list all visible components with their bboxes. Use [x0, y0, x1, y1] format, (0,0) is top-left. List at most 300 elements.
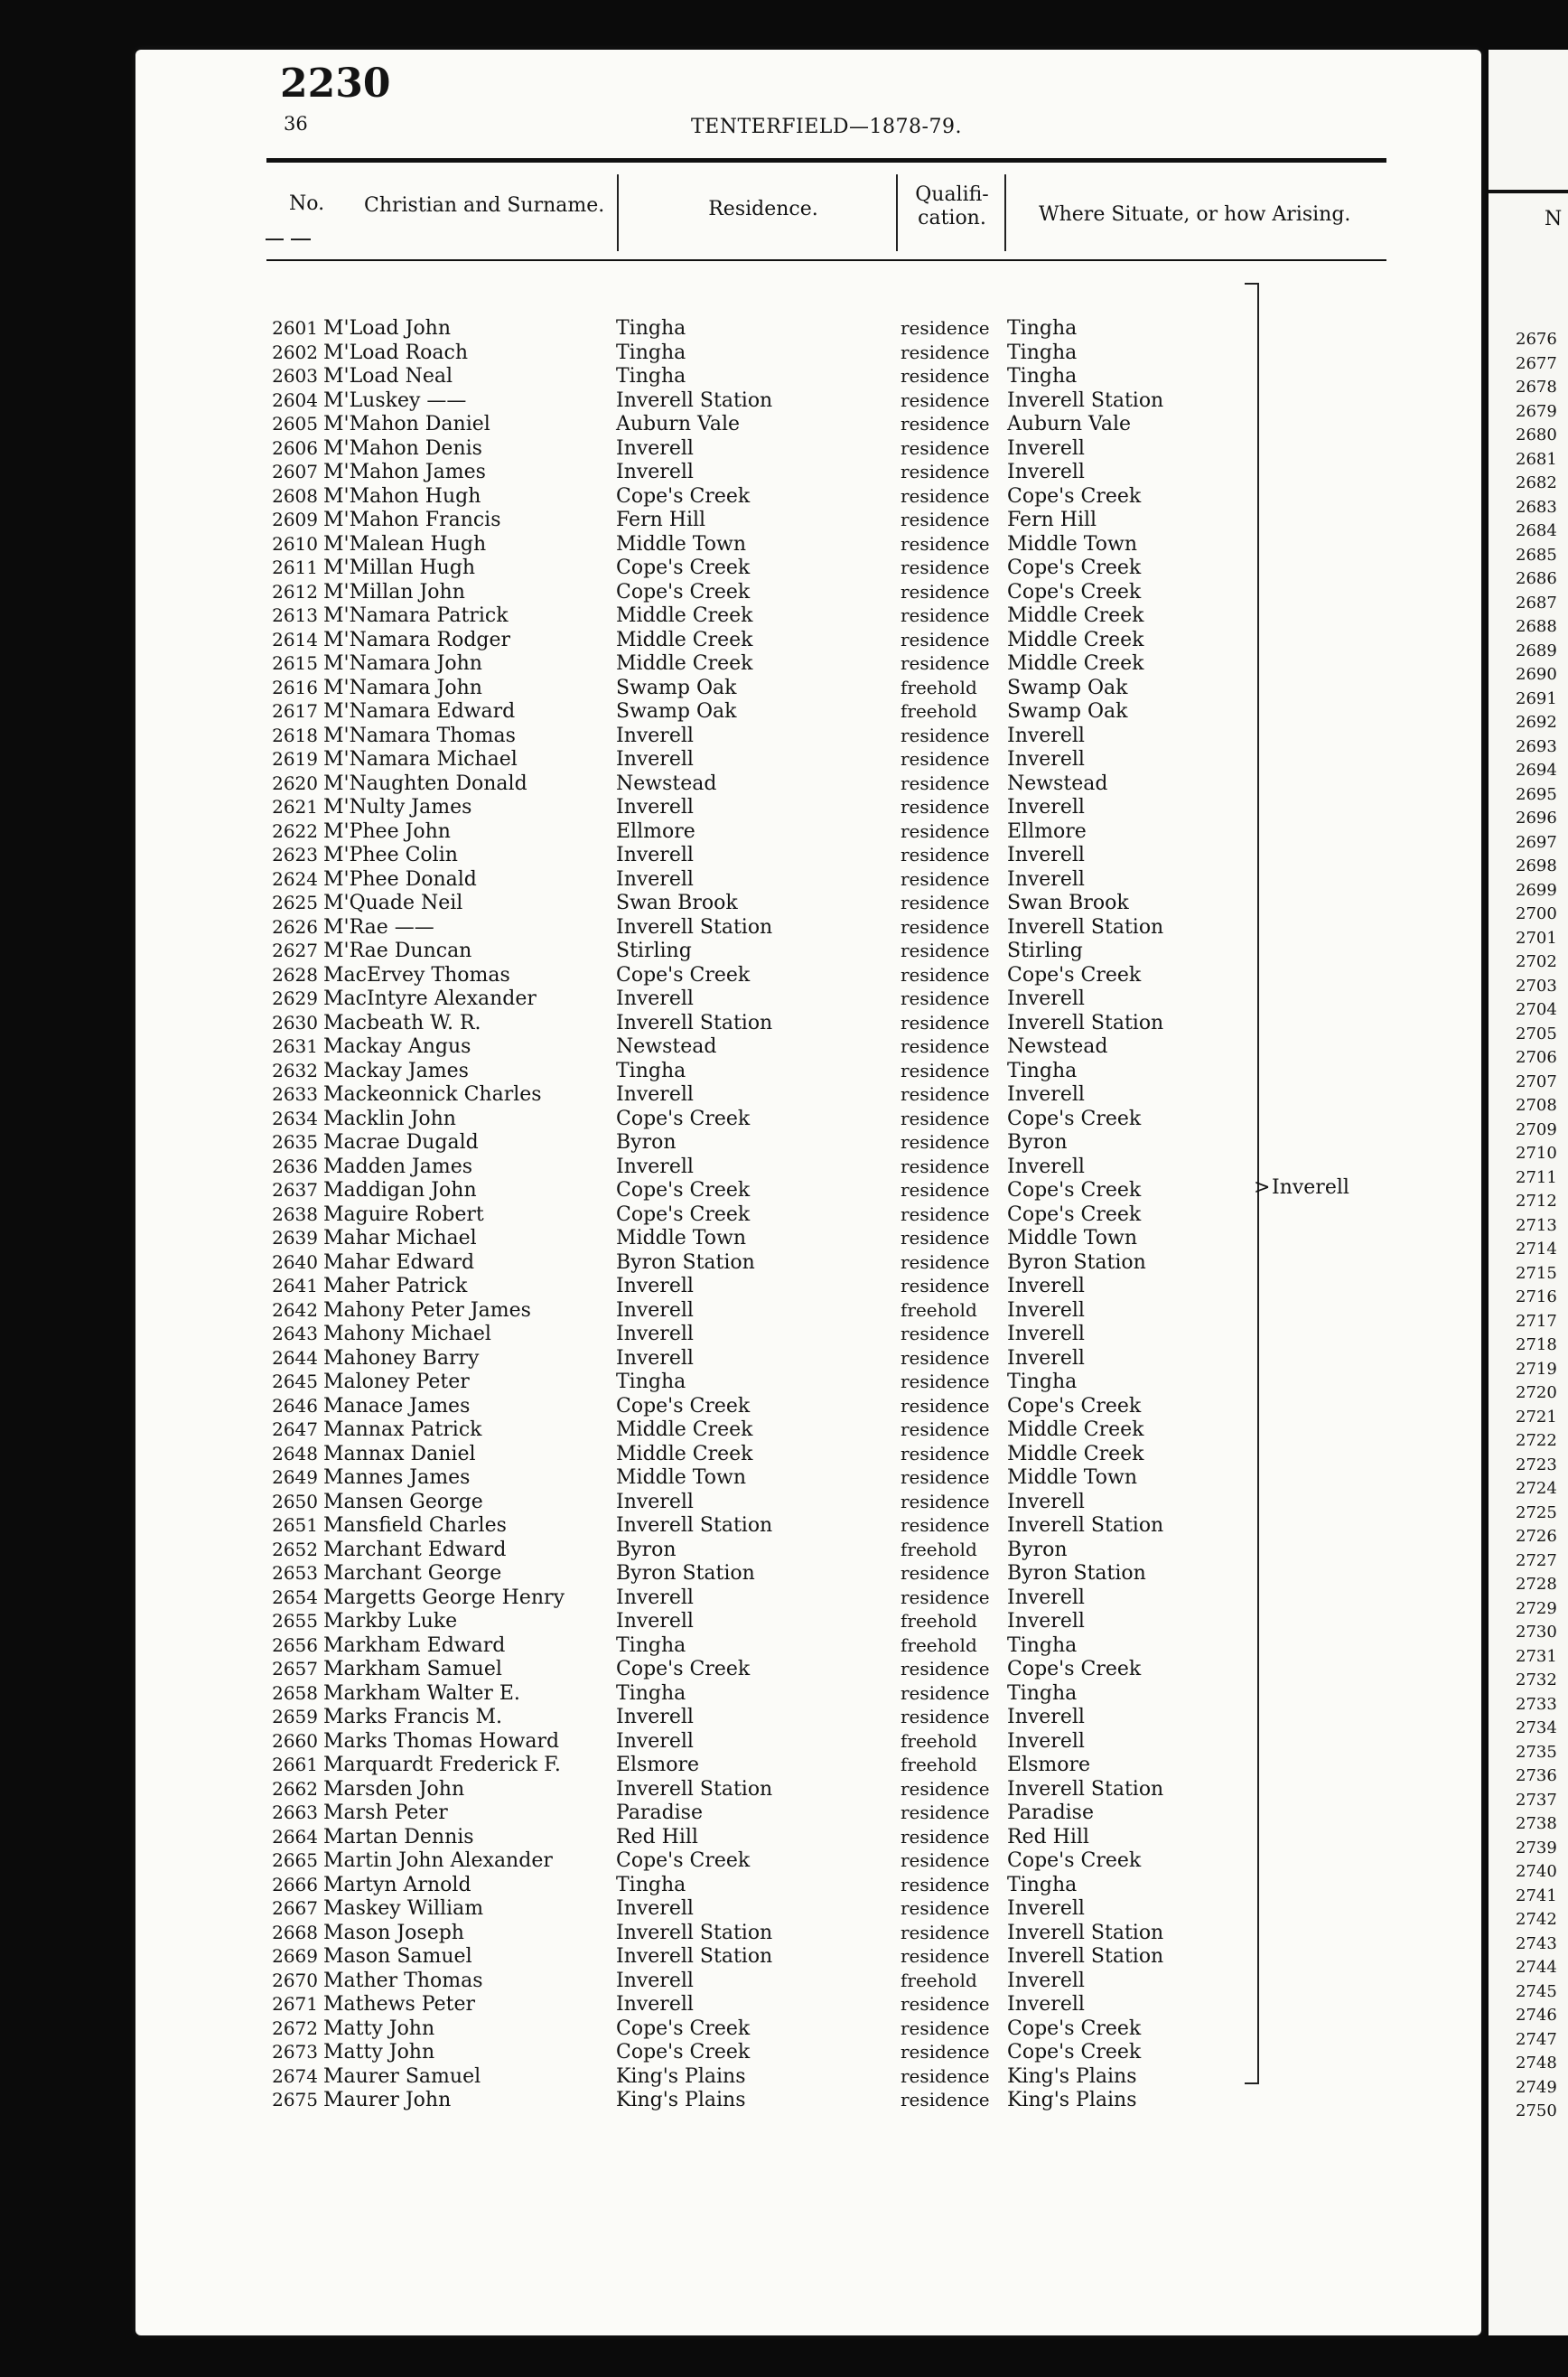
entry-where: Inverell — [1007, 1083, 1085, 1106]
entry-qualification: residence — [901, 1275, 990, 1296]
entry-qualification: residence — [901, 1490, 990, 1512]
entry-number: 2643 — [272, 1323, 318, 1344]
entry-residence: Middle Town — [616, 532, 746, 556]
entry-name: Mansen George — [323, 1490, 483, 1513]
entry-qualification: residence — [901, 915, 990, 938]
entry-number: 2675 — [272, 2089, 318, 2110]
entry-qualification: residence — [901, 1706, 990, 1727]
entry-number: 2636 — [272, 1155, 318, 1177]
entry-number: 2661 — [272, 1754, 318, 1775]
entry-where: Inverell — [1007, 1323, 1085, 1345]
adjacent-entry-number: 2720 — [1516, 1383, 1557, 1402]
adjacent-entry-number: 2746 — [1516, 2006, 1557, 2025]
entry-number: 2620 — [272, 772, 318, 794]
entry-qualification: residence — [901, 604, 990, 626]
entry-number: 2674 — [272, 2064, 318, 2087]
entry-where: Inverell — [1007, 1155, 1085, 1178]
column-divider — [896, 174, 898, 251]
entry-qualification: residence — [901, 1131, 990, 1153]
entry-residence: Byron — [616, 1131, 677, 1154]
entry-number: 2638 — [272, 1203, 318, 1225]
adjacent-entry-number: 2731 — [1516, 1646, 1557, 1666]
entry-qualification: residence — [901, 1107, 990, 1129]
entry-qualification: residence — [901, 2064, 990, 2087]
table-row — [135, 1897, 1481, 1922]
entry-name: Mannax Patrick — [323, 1418, 482, 1441]
entry-qualification: residence — [901, 1203, 990, 1225]
adjacent-entry-number: 2718 — [1516, 1335, 1557, 1354]
entry-where: Swamp Oak — [1007, 676, 1128, 699]
entry-residence: King's Plains — [616, 2064, 746, 2088]
entry-name: Mannes James — [323, 1466, 471, 1489]
table-row — [135, 1251, 1481, 1276]
entry-name: Mackay Angus — [323, 1035, 471, 1058]
entry-qualification: residence — [901, 1849, 990, 1871]
entry-residence: Stirling — [616, 940, 692, 962]
table-row — [135, 1826, 1481, 1850]
entry-qualification: residence — [901, 1586, 990, 1608]
entry-name: Marks Francis M. — [323, 1706, 502, 1728]
adjacent-entry-number: 2737 — [1516, 1790, 1557, 1810]
adjacent-entry-number: 2723 — [1516, 1455, 1557, 1474]
table-row — [135, 1993, 1481, 2017]
adjacent-entry-number: 2700 — [1516, 904, 1557, 923]
entry-name: Marsh Peter — [323, 1801, 448, 1824]
entry-residence: Swan Brook — [616, 892, 738, 914]
entry-residence: Inverell — [616, 1323, 694, 1345]
entry-name: M'Namara Thomas — [323, 724, 516, 747]
entry-name: Madden James — [323, 1155, 473, 1178]
entry-qualification: freehold — [901, 1633, 977, 1656]
entry-number: 2634 — [272, 1107, 318, 1129]
entry-qualification: residence — [901, 2017, 990, 2039]
entry-name: M'Malean Hugh — [323, 532, 487, 556]
table-row — [135, 868, 1481, 893]
entry-name: M'Namara Rodger — [323, 628, 511, 651]
entry-residence: Inverell — [616, 796, 694, 819]
adjacent-entry-number: 2682 — [1516, 473, 1557, 492]
table-row — [135, 1945, 1481, 1970]
table-row — [135, 1203, 1481, 1228]
adjacent-entry-number: 2721 — [1516, 1407, 1557, 1427]
entry-name: Maguire Robert — [323, 1203, 484, 1226]
entry-qualification: residence — [901, 461, 990, 482]
entry-number: 2659 — [272, 1706, 318, 1727]
entry-residence: Middle Creek — [616, 604, 753, 627]
entry-qualification: residence — [901, 628, 990, 650]
adjacent-entry-number: 2743 — [1516, 1933, 1557, 1953]
adjacent-entry-number: 2742 — [1516, 1910, 1557, 1929]
adjacent-entry-number: 2693 — [1516, 736, 1557, 756]
entry-number: 2629 — [272, 987, 318, 1009]
entry-number: 2614 — [272, 628, 318, 650]
adjacent-entry-number: 2699 — [1516, 880, 1557, 900]
table-row — [135, 2041, 1481, 2065]
entry-qualification: residence — [901, 940, 990, 961]
entry-where: Tingha — [1007, 1633, 1078, 1657]
entry-name: Macrae Dugald — [323, 1131, 479, 1154]
entry-where: Newstead — [1007, 772, 1108, 795]
table-row — [135, 677, 1481, 701]
table-row — [135, 509, 1481, 533]
table-row — [135, 1083, 1481, 1108]
entry-where: Red Hill — [1007, 1825, 1089, 1848]
entry-qualification: residence — [901, 1681, 990, 1704]
adjacent-entry-number: 2740 — [1516, 1862, 1557, 1881]
table-row — [135, 1323, 1481, 1347]
entry-qualification: residence — [901, 1083, 990, 1105]
table-row — [135, 533, 1481, 557]
entry-qualification: residence — [901, 388, 990, 411]
adjacent-entry-number: 2714 — [1516, 1240, 1557, 1259]
adjacent-page-rule — [1489, 190, 1568, 193]
entry-qualification: residence — [901, 1227, 990, 1249]
entry-qualification: residence — [901, 1514, 990, 1536]
table-row — [135, 1801, 1481, 1826]
entry-where: Byron Station — [1007, 1562, 1146, 1585]
table-row — [135, 1874, 1481, 1898]
entry-residence: Cope's Creek — [616, 2041, 751, 2063]
entry-residence: Inverell — [616, 1729, 694, 1753]
entry-qualification: residence — [901, 1011, 990, 1034]
entry-name: Markby Luke — [323, 1610, 458, 1633]
adjacent-entry-number: 2738 — [1516, 1814, 1557, 1833]
entry-qualification: residence — [901, 1921, 990, 1943]
entry-where: Cope's Creek — [1007, 1849, 1142, 1872]
adjacent-entry-number: 2728 — [1516, 1575, 1557, 1594]
entry-residence: Cope's Creek — [616, 2017, 751, 2040]
entry-where: Tingha — [1007, 341, 1078, 364]
adjacent-entry-number: 2706 — [1516, 1048, 1557, 1067]
entry-name: M'Phee John — [323, 819, 451, 843]
entry-name: Mahar Edward — [323, 1250, 475, 1274]
entry-residence: Paradise — [616, 1801, 703, 1824]
table-row — [135, 1634, 1481, 1659]
entry-where: Inverell Station — [1007, 1011, 1164, 1034]
entry-qualification: residence — [901, 748, 990, 770]
column-divider — [617, 174, 619, 251]
entry-qualification: residence — [901, 532, 990, 555]
table-row — [135, 1682, 1481, 1707]
entry-qualification: freehold — [901, 1298, 977, 1321]
entry-name: M'Nulty James — [323, 796, 472, 819]
entry-where: Tingha — [1007, 1371, 1078, 1393]
entry-where: Inverell — [1007, 1969, 1085, 1992]
entry-where: Cope's Creek — [1007, 580, 1142, 604]
adjacent-entry-number: 2707 — [1516, 1072, 1557, 1091]
entry-qualification: residence — [901, 844, 990, 866]
entry-number: 2650 — [272, 1490, 318, 1512]
entry-where: Middle Creek — [1007, 1442, 1144, 1465]
entry-where: Cope's Creek — [1007, 557, 1142, 579]
entry-name: MacErvey Thomas — [323, 963, 510, 987]
entry-number: 2665 — [272, 1849, 318, 1871]
entry-number: 2667 — [272, 1897, 318, 1919]
entry-number: 2628 — [272, 963, 318, 986]
entry-where: Tingha — [1007, 365, 1078, 388]
entry-residence: Byron Station — [616, 1250, 755, 1274]
entry-name: Marquardt Frederick F. — [323, 1754, 561, 1776]
adjacent-entry-number: 2695 — [1516, 784, 1557, 804]
table-row — [135, 1299, 1481, 1324]
entry-qualification: residence — [901, 1562, 990, 1584]
entry-number: 2608 — [272, 484, 318, 507]
entry-name: Macbeath W. R. — [323, 1011, 481, 1034]
adjacent-entry-number: 2681 — [1516, 449, 1557, 469]
entry-number: 2663 — [272, 1801, 318, 1823]
adjacent-entry-number: 2715 — [1516, 1263, 1557, 1283]
adjacent-entry-number: 2692 — [1516, 713, 1557, 732]
entry-residence: Inverell — [616, 867, 694, 891]
table-row — [135, 2089, 1481, 2113]
adjacent-entry-number: 2678 — [1516, 378, 1557, 397]
entry-residence: King's Plains — [616, 2089, 746, 2111]
header-qualification-line2: cation. — [918, 207, 986, 229]
entry-residence: Elsmore — [616, 1754, 700, 1776]
entry-number: 2666 — [272, 1873, 318, 1895]
adjacent-entry-number: 2735 — [1516, 1742, 1557, 1762]
entry-where: Inverell — [1007, 748, 1085, 771]
entry-where: Inverell — [1007, 796, 1085, 819]
adjacent-entry-number: 2741 — [1516, 1886, 1557, 1905]
entry-qualification: residence — [901, 1993, 990, 2015]
entry-name: M'Load Roach — [323, 341, 469, 364]
entry-where: Inverell — [1007, 1275, 1085, 1297]
entry-where: Inverell — [1007, 987, 1085, 1010]
entry-number: 2637 — [272, 1179, 318, 1201]
entry-residence: Middle Town — [616, 1466, 746, 1489]
adjacent-entry-number: 2688 — [1516, 617, 1557, 636]
adjacent-entry-number: 2725 — [1516, 1502, 1557, 1522]
entry-number: 2601 — [272, 317, 318, 339]
entry-residence: Inverell — [616, 724, 694, 747]
table-row — [135, 748, 1481, 772]
header-dash — [291, 239, 311, 240]
entry-residence: Ellmore — [616, 819, 695, 843]
adjacent-entry-number: 2711 — [1516, 1167, 1557, 1187]
entry-residence: Inverell — [616, 1993, 694, 2016]
table-row — [135, 820, 1481, 845]
adjacent-entry-number: 2685 — [1516, 545, 1557, 565]
entry-number: 2603 — [272, 365, 318, 387]
entry-name: Marks Thomas Howard — [323, 1729, 560, 1753]
adjacent-entry-number: 2744 — [1516, 1958, 1557, 1977]
entry-number: 2617 — [272, 700, 318, 722]
adjacent-entry-number: 2712 — [1516, 1192, 1557, 1211]
entry-where: King's Plains — [1007, 2089, 1137, 2111]
entry-qualification: residence — [901, 772, 990, 794]
entry-where: Tingha — [1007, 1873, 1078, 1896]
entry-number: 2632 — [272, 1059, 318, 1081]
entry-qualification: freehold — [901, 1969, 977, 1991]
entry-number: 2646 — [272, 1394, 318, 1417]
entry-number: 2672 — [272, 2017, 318, 2039]
entry-qualification: freehold — [901, 1610, 977, 1632]
entry-number: 2609 — [272, 509, 318, 530]
entry-number: 2615 — [272, 652, 318, 674]
table-row — [135, 1491, 1481, 1515]
entry-qualification: freehold — [901, 700, 977, 722]
entry-where: Tingha — [1007, 1681, 1078, 1705]
column-divider — [1004, 174, 1006, 251]
table-row — [135, 1371, 1481, 1395]
entry-residence: Byron — [616, 1538, 677, 1561]
entry-qualification: residence — [901, 484, 990, 507]
adjacent-entry-number: 2694 — [1516, 761, 1557, 780]
entry-where: Inverell — [1007, 1586, 1085, 1609]
entry-name: Markham Samuel — [323, 1658, 502, 1680]
header-dash — [266, 239, 284, 240]
entry-number: 2664 — [272, 1825, 318, 1848]
table-row — [135, 629, 1481, 653]
entry-number: 2624 — [272, 867, 318, 890]
entry-number: 2653 — [272, 1562, 318, 1584]
entry-where: Inverell — [1007, 1490, 1085, 1513]
entry-where: Middle Town — [1007, 1466, 1137, 1489]
entry-number: 2642 — [272, 1298, 318, 1321]
entry-qualification: residence — [901, 2089, 990, 2110]
entry-name: Matty John — [323, 2041, 435, 2063]
adjacent-entry-number: 2736 — [1516, 1766, 1557, 1785]
entry-name: Mahoney Barry — [323, 1346, 480, 1370]
entry-name: Marchant Edward — [323, 1538, 507, 1561]
entry-number: 2662 — [272, 1777, 318, 1800]
entry-number: 2616 — [272, 676, 318, 698]
entry-where: Cope's Creek — [1007, 1394, 1142, 1418]
table-row — [135, 1131, 1481, 1156]
entry-where: Inverell Station — [1007, 1514, 1164, 1537]
table-row — [135, 1466, 1481, 1491]
entry-name: M'Millan Hugh — [323, 557, 476, 579]
entry-name: M'Namara Michael — [323, 748, 518, 771]
table-row — [135, 604, 1481, 629]
entry-name: Marsden John — [323, 1777, 465, 1801]
adjacent-entry-number: 2747 — [1516, 2029, 1557, 2049]
adjacent-entry-number: 2683 — [1516, 497, 1557, 517]
table-row — [135, 1610, 1481, 1634]
adjacent-entry-number: 2748 — [1516, 2054, 1557, 2073]
entry-name: M'Mahon Daniel — [323, 413, 490, 435]
entry-number: 2606 — [272, 436, 318, 459]
entry-where: Tingha — [1007, 317, 1078, 340]
entry-residence: Cope's Creek — [616, 1849, 751, 1872]
entry-number: 2610 — [272, 532, 318, 555]
entry-number: 2627 — [272, 940, 318, 961]
entry-qualification: residence — [901, 413, 990, 435]
entry-number: 2644 — [272, 1346, 318, 1369]
entry-name: M'Phee Colin — [323, 844, 458, 866]
header-where: Where Situate, or how Arising. — [1039, 203, 1351, 226]
entry-qualification: residence — [901, 1873, 990, 1895]
entry-residence: Inverell — [616, 1083, 694, 1106]
running-title: TENTERFIELD—1878-79. — [691, 116, 962, 138]
adjacent-entry-number: 2729 — [1516, 1598, 1557, 1618]
entry-qualification: residence — [901, 724, 990, 746]
table-row — [135, 1849, 1481, 1874]
entry-number: 2631 — [272, 1035, 318, 1057]
entry-residence: Cope's Creek — [616, 484, 751, 508]
table-row — [135, 844, 1481, 868]
entry-residence: Middle Creek — [616, 628, 753, 651]
adjacent-entry-number: 2701 — [1516, 928, 1557, 948]
entry-residence: Inverell — [616, 987, 694, 1010]
adjacent-entry-number: 2698 — [1516, 856, 1557, 875]
entry-name: M'Rae Duncan — [323, 940, 472, 962]
entry-number: 2635 — [272, 1131, 318, 1153]
entry-number: 2669 — [272, 1945, 318, 1967]
adjacent-entry-number: 2705 — [1516, 1024, 1557, 1043]
entry-where: Byron — [1007, 1538, 1068, 1561]
entry-where: Swamp Oak — [1007, 700, 1128, 723]
entry-number: 2611 — [272, 557, 318, 578]
entry-residence: Tingha — [616, 1633, 686, 1657]
entry-qualification: residence — [901, 1250, 990, 1273]
entry-where: Cope's Creek — [1007, 1179, 1142, 1202]
entry-where: Inverell — [1007, 436, 1085, 460]
table-row — [135, 940, 1481, 964]
table-row — [135, 1754, 1481, 1778]
entry-name: Maurer Samuel — [323, 2064, 481, 2088]
table-row — [135, 1658, 1481, 1682]
entry-where: Cope's Creek — [1007, 2041, 1142, 2063]
adjacent-entry-number: 2691 — [1516, 688, 1557, 708]
adjacent-entry-number: 2708 — [1516, 1096, 1557, 1115]
header-name: Christian and Surname. — [364, 194, 605, 217]
entry-name: M'Mahon Denis — [323, 436, 482, 460]
entry-number: 2668 — [272, 1921, 318, 1943]
entry-residence: Inverell — [616, 436, 694, 460]
entry-residence: Inverell — [616, 1298, 694, 1322]
table-row — [135, 796, 1481, 820]
entry-number: 2658 — [272, 1681, 318, 1704]
adjacent-entry-number: 2739 — [1516, 1838, 1557, 1858]
entry-qualification: residence — [901, 963, 990, 986]
entry-qualification: residence — [901, 1155, 990, 1177]
table-row — [135, 916, 1481, 941]
entry-where: Inverell — [1007, 844, 1085, 866]
entry-residence: Inverell — [616, 1346, 694, 1370]
entry-residence: Inverell — [616, 1610, 694, 1633]
entry-where: Inverell — [1007, 1610, 1085, 1633]
table-row — [135, 485, 1481, 510]
adjacent-entry-number: 2697 — [1516, 832, 1557, 852]
entry-number: 2633 — [272, 1083, 318, 1105]
entry-residence: Inverell — [616, 461, 694, 483]
entry-residence: Cope's Creek — [616, 963, 751, 987]
entry-name: Martan Dennis — [323, 1825, 474, 1848]
entry-name: M'Phee Donald — [323, 867, 477, 891]
entry-residence: Tingha — [616, 1371, 686, 1393]
table-row — [135, 1443, 1481, 1467]
entry-name: Mansfield Charles — [323, 1514, 507, 1537]
table-row — [135, 1514, 1481, 1539]
entry-number: 2645 — [272, 1371, 318, 1392]
table-row — [135, 1562, 1481, 1586]
entry-where: Inverell Station — [1007, 1921, 1164, 1944]
adjacent-entry-number: 2724 — [1516, 1479, 1557, 1498]
entry-where: Middle Town — [1007, 532, 1137, 556]
entry-number: 2673 — [272, 2041, 318, 2063]
entry-where: Inverell — [1007, 461, 1085, 483]
entry-residence: Tingha — [616, 1873, 686, 1896]
entry-where: Inverell Station — [1007, 1777, 1164, 1801]
adjacent-entry-number: 2727 — [1516, 1550, 1557, 1570]
entry-name: Mathews Peter — [323, 1993, 475, 2016]
entry-where: Byron — [1007, 1131, 1068, 1154]
table-row — [135, 1706, 1481, 1730]
adjacent-entry-number: 2677 — [1516, 353, 1557, 373]
entry-where: Ellmore — [1007, 819, 1087, 843]
